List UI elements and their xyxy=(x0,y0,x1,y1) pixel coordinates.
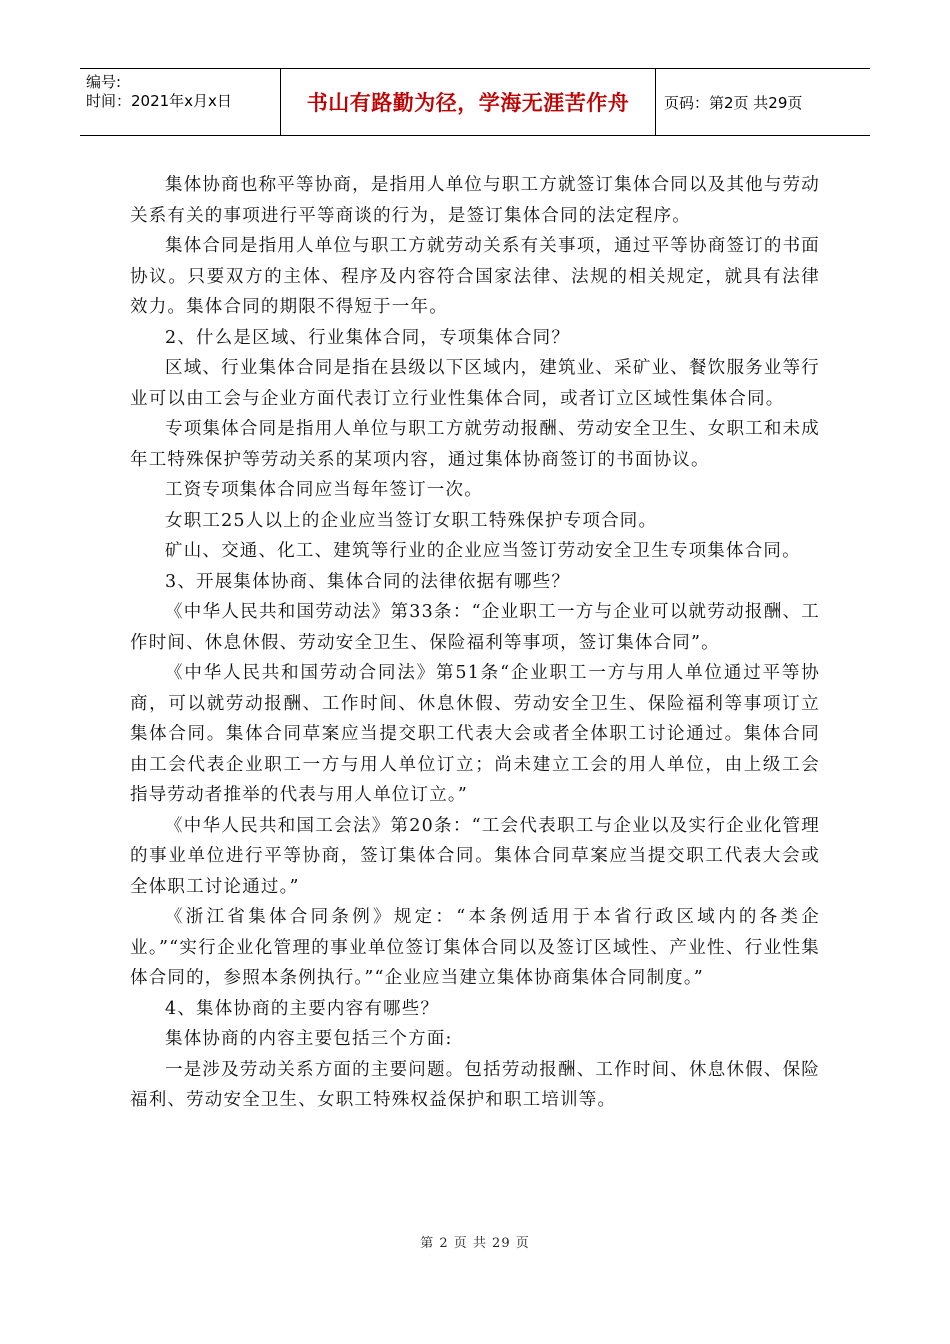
document-body xyxy=(130,170,820,1116)
paragraph: 集体协商的内容主要包括三个方面: xyxy=(165,1029,453,1049)
motto: 书山有路勤为径，学海无涯苦作舟 xyxy=(281,69,656,135)
page-footer: 第 2 页 共 29 页 xyxy=(420,1236,530,1251)
paragraph: 《中华人民共和国劳动合同法》第51条“企业职工一方与用人单位通过平等协商，可以就劳动报酬、工作时间、休息休假、劳动安全卫生、保险福利等事项订立集体合同。集体合同草案应当提交职工代表大会或者全体职工讨论通过。集体合同由工会代表企业职工一方与用人单位订立；尚未建立工会的用人单位，由上级工会指导劳动者推举的代表与用人单位订立。” xyxy=(130,663,820,805)
paragraph: 矿山、交通、化工、建筑等行业的企业应当签订劳动安全卫生专项集体合同。 xyxy=(165,541,801,561)
paragraph: 女职工25人以上的企业应当签订女职工特殊保护专项合同。 xyxy=(165,510,658,531)
number-label: 编号: xyxy=(86,73,122,91)
paragraph: 工资专项集体合同应当每年签订一次。 xyxy=(165,480,483,500)
paragraph: 《中华人民共和国劳动法》第33条：“企业职工一方与企业可以就劳动报酬、工作时间、休息休假、劳动安全卫生、保险福利等事项，签订集体合同”。 xyxy=(130,602,820,653)
section-heading: 4、集体协商的主要内容有哪些？ xyxy=(165,998,440,1019)
paragraph: 集体协商也称平等协商，是指用人单位与职工方就签订集体合同以及其他与劳动关系有关的事项进行平等商谈的行为，是签订集体合同的法定程序。 xyxy=(130,175,820,226)
document-header xyxy=(80,68,870,136)
time-label: 时间：2021年x月x日 xyxy=(86,92,232,110)
paragraph: 集体合同是指用人单位与职工方就劳动关系有关事项，通过平等协商签订的书面协议。只要双方的主体、程序及内容符合国家法律、法规的相关规定，就具有法律效力。集体合同的期限不得短于一年。 xyxy=(130,236,820,317)
paragraph: 《浙江省集体合同条例》规定：“本条例适用于本省行政区域内的各类企业。”“实行企业化管理的事业单位签订集体合同以及签订区域性、产业性、行业性集体合同的，参照本条例执行。”“企业应当建立集体协商集体合同制度。” xyxy=(130,907,820,988)
paragraph: 一是涉及劳动关系方面的主要问题。包括劳动报酬、工作时间、休息休假、保险福利、劳动安全卫生、女职工特殊权益保护和职工培训等。 xyxy=(130,1059,820,1110)
section-heading: 2、什么是区域、行业集体合同，专项集体合同？ xyxy=(165,327,571,348)
page-info: 页码：第2页 共29页 xyxy=(664,93,803,112)
paragraph: 《中华人民共和国工会法》第20条：“工会代表职工与企业以及实行企业化管理的事业单位进行平等协商，签订集体合同。集体合同草案应当提交职工代表大会或全体职工讨论通过。” xyxy=(130,815,820,897)
paragraph: 专项集体合同是指用人单位与职工方就劳动报酬、劳动安全卫生、女职工和未成年工特殊保护等劳动关系的某项内容，通过集体协商签订的书面协议。 xyxy=(130,419,820,470)
paragraph: 区域、行业集体合同是指在县级以下区域内，建筑业、采矿业、餐饮服务业等行业可以由工会与企业方面代表订立行业性集体合同，或者订立区域性集体合同。 xyxy=(130,358,820,409)
section-heading: 3、开展集体协商、集体合同的法律依据有哪些？ xyxy=(165,571,571,592)
header-meta xyxy=(80,69,281,135)
